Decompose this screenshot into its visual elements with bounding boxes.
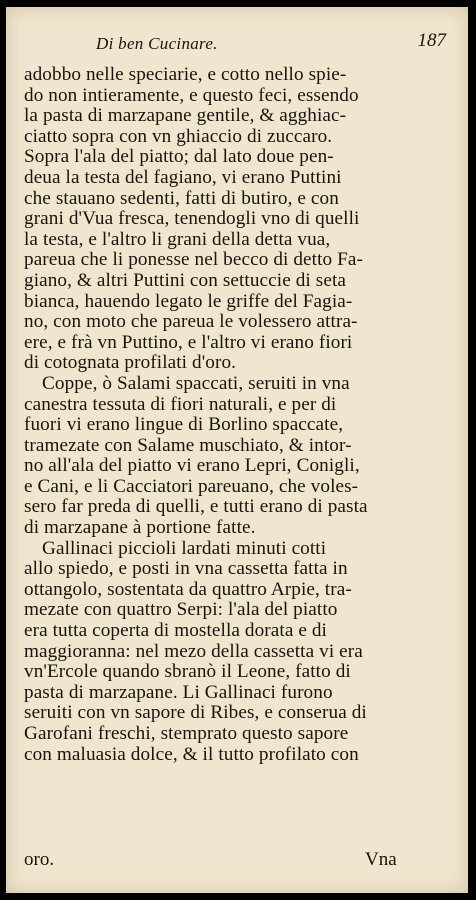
paragraph-start-line: Gallinaci piccioli lardati minuti cotti (42, 537, 327, 559)
text-line: canestra tessuta di fiori naturali, e per di (24, 393, 337, 415)
text-line: Sopra l'ala del piatto; dal lato doue pen- (24, 146, 334, 168)
paragraph-start-line: Coppe, ò Salami spaccati, seruiti in vna (42, 372, 350, 394)
text-line: do non intieramente, e questo feci, essendo (24, 84, 359, 106)
text-line: di cotognata profilati d'oro. (24, 352, 237, 374)
text-line: grani d'Vua fresca, tenendogli vno di quelli (24, 208, 360, 230)
text-line: allo spiedo, e posti in vna cassetta fatta in (24, 558, 348, 580)
text-line: no, con moto che pareua le volessero attra- (24, 311, 358, 333)
text-line: che stauano sedenti, fatti di butiro, e con (24, 187, 339, 209)
text-line: la testa, e l'altro li grani della detta vua, (24, 228, 331, 250)
final-line: oro. (24, 849, 55, 870)
text-line: fuori vi erano lingue di Borlino spaccate, (24, 414, 344, 436)
text-line: vn'Ercole quando sbranò il Leone, fatto di (24, 661, 351, 683)
text-line: ciatto sopra con vn ghiaccio di zuccaro. (24, 125, 333, 147)
text-line: no all'ala del piatto vi erano Lepri, Conigli, (24, 455, 360, 477)
text-line: deua la testa del fagiano, vi erano Puttini (24, 166, 342, 188)
text-line: pareua che li ponesse nel becco di detto Fa- (24, 249, 363, 271)
text-line: maggioranna: nel mezo della cassetta vi era (24, 640, 363, 662)
text-line: sero far preda di quelli, e tutti erano di pasta (24, 496, 368, 518)
text-line: pasta di marzapane. Li Gallinaci furono (24, 681, 333, 703)
text-line: bianca, hauendo legato le griffe del Fagia- (24, 290, 353, 312)
body-text (24, 65, 409, 765)
text-line: adobbo nelle speciarie, e cotto nello spie- (24, 64, 347, 85)
text-line: ere, e frà vn Puttino, e l'altro vi erano fiori (24, 331, 353, 353)
catchword: Vna (365, 849, 397, 870)
page-number: 187 (417, 30, 446, 51)
text-line: era tutta coperta di mostella dorata e di (24, 620, 327, 642)
running-head: Di ben Cucinare. (96, 34, 218, 53)
text-line: seruiti con vn sapore di Ribes, e conserua di (24, 702, 367, 724)
text-line: di marzapane à portione fatte. (24, 517, 256, 539)
text-line: mezate con quattro Serpi: l'ala del piatto (24, 599, 338, 621)
text-line: Garofani freschi, stemprato questo sapore (24, 723, 349, 744)
text-line: la pasta di marzapane gentile, & agghiac- (24, 105, 347, 127)
text-line: giano, & altri Puttini con settuccie di seta (24, 269, 346, 291)
text-line: con maluasia dolce, & il tutto profilato con (24, 743, 359, 765)
text-line: tramezate con Salame muschiato, & intor- (24, 434, 352, 456)
text-line: e Cani, e li Cacciatori pareuano, che voles- (24, 475, 359, 497)
text-line: ottangolo, sostentata da quattro Arpie, tra- (24, 578, 352, 600)
page-content (14, 10, 462, 890)
